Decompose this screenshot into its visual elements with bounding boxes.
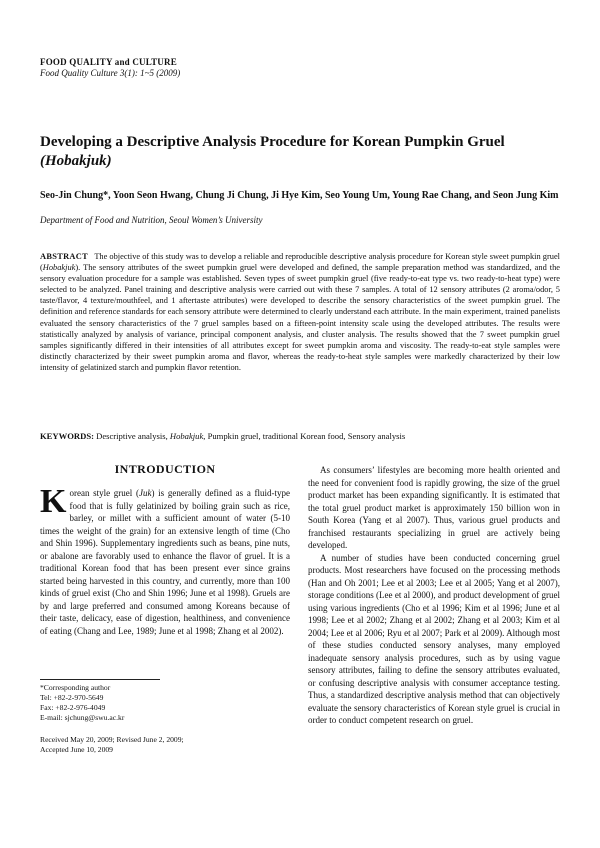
paper-title-main: Developing a Descriptive Analysis Procedure for Korean Pumpkin Gruel xyxy=(40,134,505,150)
keywords-text-b: , Pumpkin gruel, traditional Korean food, Sensory analysis xyxy=(203,431,406,441)
received-line-2: Accepted June 10, 2009 xyxy=(40,745,113,754)
intro-right-paragraph-1: As consumers’ lifestyles are becoming more health oriented and the need for convenient food is rapidly growing, the size of the gruel product market has been expanding significantly. It is estimated that the total gruel product market is approximately 150 billion won in South Korea (Yang et al 2007). Thus, various gruel products and franchised restaurants specializing in gruel are actively being developed. xyxy=(308,465,560,550)
section-heading-introduction: INTRODUCTION xyxy=(114,462,216,476)
keywords xyxy=(40,431,560,442)
abstract-label: ABSTRACT xyxy=(40,252,89,261)
journal-header xyxy=(40,57,180,79)
introduction-paragraph-1 xyxy=(40,483,290,637)
footnote-line: *Corresponding author xyxy=(40,683,111,692)
journal-name: FOOD QUALITY and CULTURE xyxy=(40,57,177,67)
footnote-divider xyxy=(40,679,160,680)
author-list: Seo-Jin Chung*, Yoon Seon Hwang, Chung Ji Chung, Ji Hye Kim, Seo Young Um, Young Rae Chang, and Seon Jung Kim xyxy=(40,190,559,201)
abstract-text-italic: Hobakjuk xyxy=(42,263,76,273)
affiliation: Department of Food and Nutrition, Seoul Women’s University xyxy=(40,215,263,225)
intro-p1-b: ) is generally defined as a fluid-type food that is fully gelatinized by boiling grain such as rice, barley, or millet with a sufficient amount of water (5-10 times the weight of the grain) for an extensive length of time (Cho and Shin 1996). Supplementary ingredients such as beans, pine nuts, or abalone are favorably used to enhance the flavor of gruel. It is a traditional Korean food that has been present ever since grains started being harvested in this country, and currently, more than 100 kinds of gruel exist (Cho and Shin 1996; June et al 1998). Gruels are by and large preferred and consumed among Koreans because of their taste, delicacy, ease of digestion, healthiness, and convenience of eating (Chang and Lee, 1989; June et al 1998; Zhang et al 2002). xyxy=(40,488,290,636)
keywords-label: KEYWORDS: xyxy=(40,431,94,441)
intro-p1-italic: Juk xyxy=(138,488,152,498)
footnote-email: E-mail: sjchung@swu.ac.kr xyxy=(40,713,125,722)
paper-title-sub: (Hobakjuk) xyxy=(40,153,112,169)
abstract-text-b: ). The sensory attributes of the sweet pumpkin gruel were developed and defined, the sample preparation method was standardized, and the sensory evaluation procedure for a sample was established. Seven types of sweet pumpkin gruel (five ready-to-eat type vs. two ready-to-heat type) were selected to be analyzed. Panel training and descriptive analysis were carried out with these 7 samples. A total of 12 sensory attributes (2 aroma/odor, 5 taste/flavor, 4 texture/mouthfeel, and 1 aftertaste attributes) were developed to describe the sensory characteristics of the sweet pumpkin gruel. The definition and reference standards for each sensory attribute were determined to clearly understand each attribute. In the main experiment, trained panelists evaluated the sensory characteristics of the 7 gruel samples based on a fifteen-point intensity scale using the developed attributes. The results were statistically analyzed by analysis of variance, principal component analysis, and cluster analysis. The results showed that the 7 sweet pumpkin gruel samples significantly differed in their intensities of all attributes except for sweet pumpkin aroma and viscosity. The ready-to-eat style samples were distinctly characterized by their sweet pumpkin aroma and flavor, whereas the ready-to-heat style samples were markedly characterized by their low intensity of gelatinized starch and pumpkin flavor retention. xyxy=(40,263,560,372)
keywords-text-italic: Hobakjuk xyxy=(169,431,204,441)
journal-citation: Food Quality Culture 3(1): 1~5 (2009) xyxy=(40,68,181,78)
abstract xyxy=(40,251,560,373)
intro-p1-a: orean style gruel ( xyxy=(69,488,139,498)
footnote-tel: Tel: +82-2-970-5649 xyxy=(40,693,104,702)
introduction-right-column xyxy=(308,464,560,727)
received-dates xyxy=(40,735,290,755)
paper-title xyxy=(40,133,560,171)
intro-right-paragraph-2: A number of studies have been conducted concerning gruel products. Most researchers have focused on the processing methods (Han and Oh 2001; Lee et al 2003; Lee et al 2005; Yang et al 2007), storage conditions (Lee et al 2000), and product development of gruel using various ingredients (Cho et al 1996; Kim et al 1996; June et al 1998; Lee et al 2002; Zhang et al 2002; Zhang et al 2003; Kim et al 2004; Lee et al 2006; Ryu et al 2007; Park et al 2009). Although most of these studies conducted sensory analyses, many employed inadequate sensory analysis procedures, such as by using vague sensory attributes, failing to define the sensory attributes evaluated, or confusing descriptive analysis with consumer acceptance testing. Thus, a standardized descriptive analysis method that can objectively evaluate the sensory characteristics of Korean style gruel is crucial in order to conduct competent research on gruel. xyxy=(308,552,560,725)
drop-cap: K xyxy=(40,483,67,520)
footnote-corresponding-author xyxy=(40,683,290,723)
footnote-fax: Fax: +82-2-976-4049 xyxy=(40,703,106,712)
keywords-text-a: Descriptive analysis, xyxy=(96,431,170,441)
abstract-text-a: The objective of this study was to develop a reliable and reproducible descriptive analysis procedure for Korean style sweet pumpkin gruel ( xyxy=(40,252,561,273)
received-line-1: Received May 20, 2009; Revised June 2, 2009; xyxy=(40,735,184,744)
